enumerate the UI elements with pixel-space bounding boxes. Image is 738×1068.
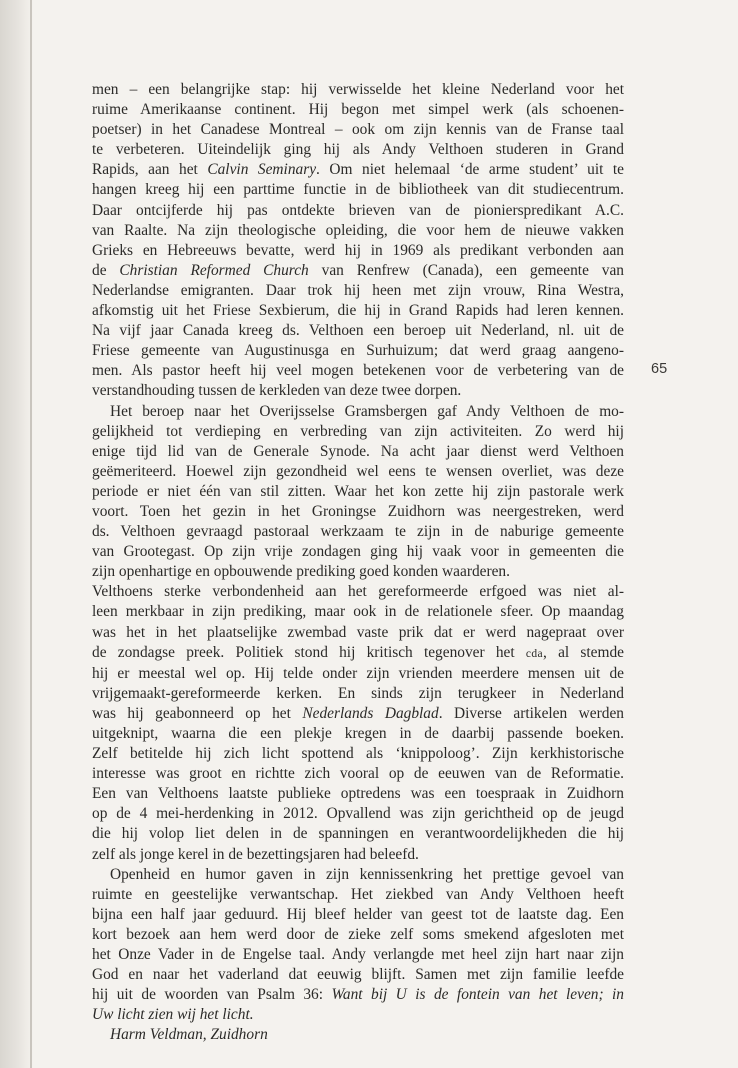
psalm-quote: Uw licht zien wij het licht. (92, 1006, 254, 1024)
text-line: verstandhouding tussen de kerkleden van deze twee dorpen. (92, 382, 462, 400)
text-run: de zondagse preek. Politiek stond hij kritisch tegenover het (92, 643, 526, 661)
text-line: ruime Amerikaanse continent. Hij begon met simpel werk (als schoenen- (92, 101, 624, 119)
text-line (92, 261, 624, 281)
text-line: men – een belangrijke stap: hij verwisselde het kleine Nederland voor het (92, 81, 624, 98)
party-abbreviation: cda (525, 647, 544, 660)
page-number: 65 (651, 361, 668, 377)
paragraph-4 (92, 865, 624, 1046)
text-run: Rapids, aan het (92, 161, 208, 179)
text-line: het Onze Vader in de Engelse taal. Andy verlangde met heel zijn hart naar zijn (92, 946, 624, 964)
text-line: uitgeknipt, waarna die een plekje kregen in de daarbij passende boeken. (92, 725, 624, 742)
paragraph-1 (92, 80, 624, 402)
text-line (92, 985, 624, 1005)
text-line: op de 4 mei-herdenking in 2012. Opvallend was zijn gerichtheid op de jeugd (92, 805, 624, 823)
text-line: Openheid en humor gaven in zijn kennissenkring het prettige gevoel van (110, 865, 624, 883)
text-line: poetser) in het Canadese Montreal – ook om zijn kennis van de Franse taal (92, 121, 624, 139)
paragraph-2 (92, 402, 624, 583)
text-line: zelf als jonge kerel in de bezettingsjaren had beleefd. (92, 845, 419, 863)
text-line: leen merkbaar in zijn prediking, maar ook in de relationele sfeer. Op maandag (92, 603, 624, 621)
text-line: Grieks en Hebreeuws bevatte, werd hij in 1969 als predikant verbonden aan (92, 241, 624, 259)
author-signature: Harm Veldman, Zuidhorn (110, 1026, 268, 1044)
text-run: . Diverse artikelen werden (438, 704, 624, 722)
church-name: Christian Reformed Church (119, 261, 309, 279)
text-line: enige tijd lid van de Generale Synode. Na acht jaar dienst werd Velthoen (92, 442, 624, 460)
text-line: geëmeriteerd. Hoewel zijn gezondheid wel eens te wensen overliet, was deze (92, 462, 624, 480)
text-line: Een van Velthoens laatste publieke optredens was een toespraak in Zuidhorn (92, 785, 624, 803)
paragraph-3 (92, 582, 624, 864)
newspaper-title: Nederlands Dagblad (302, 704, 439, 722)
text-line: God en naar het vaderland dat eeuwig blijft. Samen met zijn familie leefde (92, 966, 624, 984)
calvin-seminary-title: Calvin Seminary (207, 161, 317, 179)
text-line (92, 704, 624, 724)
text-line: Zelf betitelde hij zich licht spottend als ‘knippoloog’. Zijn kerkhistorische (92, 745, 624, 763)
text-line: Velthoens sterke verbondenheid aan het gereformeerde erfgoed was niet al- (92, 583, 624, 601)
text-line: Friese gemeente van Augustinusga en Surhuizum; dat werd graag aangeno- (92, 342, 624, 360)
book-spine-shadow (0, 0, 34, 1068)
text-line: Na vijf jaar Canada kreeg ds. Velthoen een beroep uit Nederland, nl. uit de (92, 322, 624, 340)
text-line: Het beroep naar het Overijsselse Gramsbergen gaf Andy Velthoen de mo- (110, 402, 624, 420)
text-line: bijna een half jaar geduurd. Hij bleef helder van geest tot de laatste dag. Een (92, 905, 624, 923)
article-body (92, 80, 624, 1046)
text-line: was het in het plaatselijke zwembad vaste prik dat er werd nagepraat over (92, 623, 624, 641)
text-line: hij er meestal wel op. Hij telde onder zijn vrienden meerdere mensen uit de (92, 664, 624, 682)
text-line: Daar ontcijferde hij pas ontdekte brieven van de pionierspredikant A.C. (92, 201, 624, 219)
text-run: , al stemde (543, 643, 625, 661)
text-run: was hij geabonneerd op het (92, 704, 303, 722)
page-gutter-line (30, 0, 32, 1068)
text-line (92, 643, 624, 664)
text-line: afkomstig uit het Friese Sexbierum, die hij in Grand Rapids had leren kennen. (92, 302, 624, 320)
psalm-quote: Want bij U is de fontein van het leven; in (331, 986, 625, 1004)
text-run: de (92, 261, 120, 279)
text-line: ruimte en geestelijke verwantschap. Het ziekbed van Andy Velthoen heeft (92, 885, 624, 903)
text-line (92, 1005, 624, 1025)
text-line: gelijkheid tot verdieping en verbreding van zijn activiteiten. Zo werd hij (92, 422, 624, 440)
text-line: vrijgemaakt-gereformeerde kerken. En sinds zijn terugkeer in Nederland (92, 684, 624, 702)
text-line: van Raalte. Na zijn theologische opleiding, die voor hem de nieuwe vakken (92, 221, 624, 239)
text-line: voort. Toen het gezin in het Groningse Zuidhorn was neergestreken, werd (92, 502, 624, 520)
text-line: te verbeteren. Uiteindelijk ging hij als Andy Velthoen studeren in Grand (92, 141, 624, 159)
text-run: . Om niet helemaal ‘de arme student’ uit te (316, 161, 625, 179)
text-line: Nederlandse emigranten. Daar trok hij heen met zijn vrouw, Rina Westra, (92, 281, 624, 299)
text-run: hij uit de woorden van Psalm 36: (92, 986, 332, 1004)
text-line: zijn openhartige en opbouwende prediking goed konden waarderen. (92, 563, 510, 581)
text-run: van Renfrew (Canada), een gemeente van (308, 261, 624, 279)
text-line: van Grootegast. Op zijn vrije zondagen ging hij vaak voor in gemeenten die (92, 543, 624, 561)
text-line: hangen kreeg hij een parttime functie in de bibliotheek van dit studiecentrum. (92, 181, 624, 199)
text-line: men. Als pastor heeft hij veel mogen betekenen voor de verbetering van de (92, 362, 624, 380)
text-line: periode er niet één van stil zitten. Waar het kon zette hij zijn pastorale werk (92, 482, 624, 500)
text-line (92, 160, 624, 180)
text-line: interesse was groot en richtte zich vooral op de eeuwen van de Reformatie. (92, 765, 624, 783)
text-line: die hij volop liet delen in de spanningen en verantwoordelijkheden die hij (92, 825, 624, 843)
text-line: kort bezoek aan hem werd door de zieke zelf soms smekend afgesloten met (92, 925, 624, 943)
text-line: ds. Velthoen gevraagd pastoraal werkzaam te zijn in de naburige gemeente (92, 523, 624, 541)
